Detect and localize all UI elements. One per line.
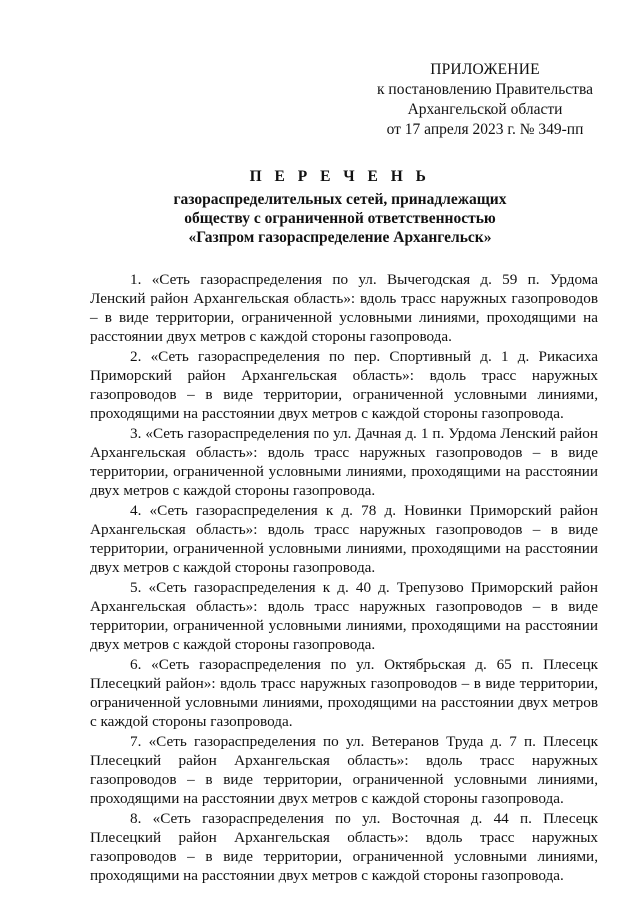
title-line-3: «Газпром газораспределение Архангельск» xyxy=(188,229,492,246)
item-list xyxy=(90,270,598,886)
list-item: 8. «Сеть газораспределения по ул. Восточная д. 44 п. Плесецк Плесецкий район Архангельская область»: вдоль трасс наружных газопроводов – в виде территории, ограниченной условными линиями, проходящими на расстоянии двух метров с каждой стороны газопровода. xyxy=(90,810,598,884)
title-word: П Е Р Е Ч Е Н Ь xyxy=(249,168,431,185)
list-item: 5. «Сеть газораспределения к д. 40 д. Трепузово Приморский район Архангельская область»: вдоль трасс наружных газопроводов – в виде территории, ограниченной условными линиями, проходящими на расстоянии двух метров с каждой стороны газопровода. xyxy=(90,579,598,653)
appendix-block xyxy=(360,60,610,140)
list-item: 1. «Сеть газораспределения по ул. Вычегодская д. 59 п. Урдома Ленский район Архангельская область»: вдоль трасс наружных газопроводов – в виде территории, ограниченной условными линиями, проходящими на расстоянии двух метров с каждой стороны газопровода. xyxy=(90,271,598,345)
list-item: 7. «Сеть газораспределения по ул. Ветеранов Труда д. 7 п. Плесецк Плесецкий район Архангельская область»: вдоль трасс наружных газопроводов – в виде территории, ограниченной условными линиями, проходящими на расстоянии двух метров с каждой стороны газопровода. xyxy=(90,733,598,807)
list-item: 2. «Сеть газораспределения по пер. Спортивный д. 1 д. Рикасиха Приморский район Архангельская область»: вдоль трасс наружных газопроводов – в виде территории, ограниченной условными линиями, проходящими на расстоянии двух метров с каждой стороны газопровода. xyxy=(90,348,598,422)
appendix-line-3: от 17 апреля 2023 г. № 349-пп xyxy=(386,121,584,138)
list-item: 6. «Сеть газораспределения по ул. Октябрьская д. 65 п. Плесецк Плесецкий район»: вдоль трасс наружных газопроводов – в виде территории, ограниченной условными линиями, проходящими на расстоянии двух метров с каждой стороны газопровода. xyxy=(90,656,598,730)
title-line-1: газораспределительных сетей, принадлежащих xyxy=(173,191,507,208)
title-line-2: обществу с ограниченной ответственностью xyxy=(184,210,496,227)
document-title xyxy=(60,166,620,247)
appendix-line-1: к постановлению Правительства xyxy=(377,81,593,98)
appendix-heading: ПРИЛОЖЕНИЕ xyxy=(430,61,540,78)
appendix-line-2: Архангельской области xyxy=(407,101,563,118)
list-item: 3. «Сеть газораспределения по ул. Дачная д. 1 п. Урдома Ленский район Архангельская область»: вдоль трасс наружных газопроводов – в виде территории, ограниченной условными линиями, проходящими на расстоянии двух метров с каждой стороны газопровода. xyxy=(90,425,598,499)
list-item: 4. «Сеть газораспределения к д. 78 д. Новинки Приморский район Архангельская область»: вдоль трасс наружных газопроводов – в виде территории, ограниченной условными линиями, проходящими на расстоянии двух метров с каждой стороны газопровода. xyxy=(90,502,598,576)
